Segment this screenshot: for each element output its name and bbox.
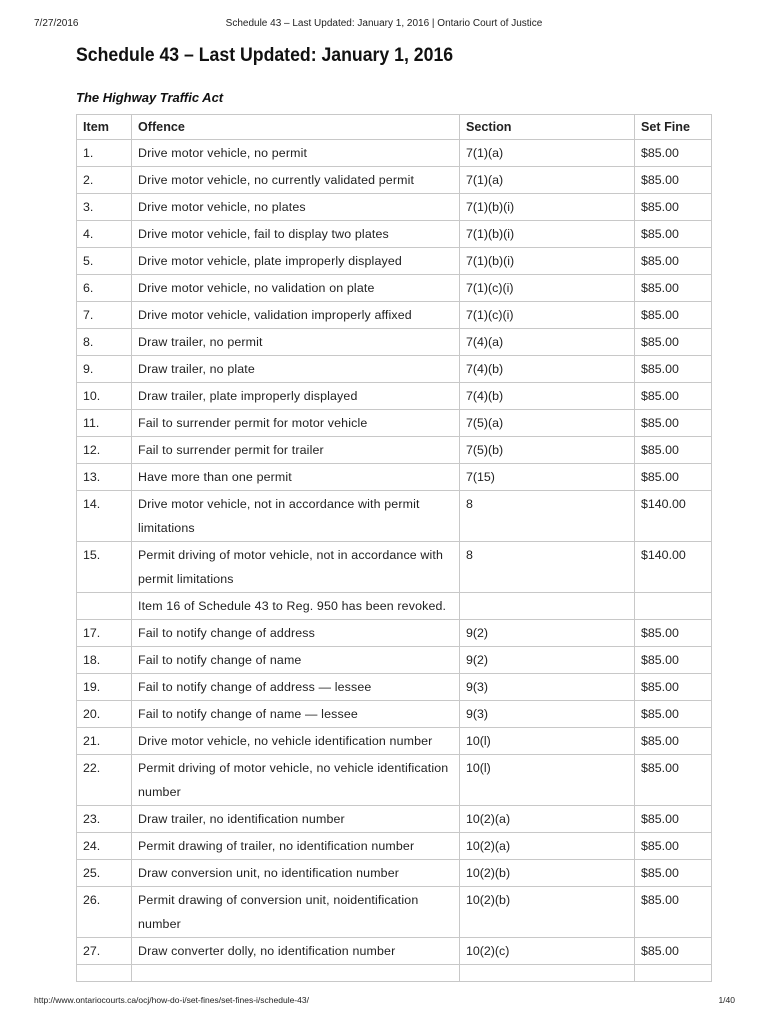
cell-section: 9(3) bbox=[460, 674, 635, 701]
cell-offence bbox=[132, 965, 460, 982]
table-body bbox=[77, 140, 712, 982]
cell-set-fine: $85.00 bbox=[635, 833, 712, 860]
cell-section: 7(1)(c)(i) bbox=[460, 275, 635, 302]
table-row bbox=[77, 302, 712, 329]
cell-item: 24. bbox=[77, 833, 132, 860]
cell-offence: Drive motor vehicle, plate improperly displayed bbox=[132, 248, 460, 275]
table-row bbox=[77, 167, 712, 194]
cell-offence: Draw trailer, no permit bbox=[132, 329, 460, 356]
cell-section: 8 bbox=[460, 542, 635, 593]
cell-item: 15. bbox=[77, 542, 132, 593]
cell-section: 7(1)(b)(i) bbox=[460, 248, 635, 275]
set-fines-table bbox=[76, 114, 712, 982]
cell-item bbox=[77, 965, 132, 982]
table-row bbox=[77, 887, 712, 938]
cell-set-fine: $85.00 bbox=[635, 302, 712, 329]
cell-offence: Permit drawing of conversion unit, noidentification number bbox=[132, 887, 460, 938]
table-row bbox=[77, 728, 712, 755]
cell-offence: Drive motor vehicle, no vehicle identification number bbox=[132, 728, 460, 755]
cell-set-fine: $85.00 bbox=[635, 701, 712, 728]
cell-set-fine: $85.00 bbox=[635, 887, 712, 938]
cell-set-fine: $85.00 bbox=[635, 755, 712, 806]
cell-section: 7(5)(b) bbox=[460, 437, 635, 464]
table-row bbox=[77, 464, 712, 491]
cell-section: 8 bbox=[460, 491, 635, 542]
cell-item: 26. bbox=[77, 887, 132, 938]
cell-section: 7(1)(b)(i) bbox=[460, 194, 635, 221]
cell-set-fine: $85.00 bbox=[635, 464, 712, 491]
cell-item: 14. bbox=[77, 491, 132, 542]
cell-section: 10(2)(a) bbox=[460, 806, 635, 833]
cell-item: 11. bbox=[77, 410, 132, 437]
table-row bbox=[77, 674, 712, 701]
cell-set-fine: $85.00 bbox=[635, 806, 712, 833]
cell-section bbox=[460, 593, 635, 620]
cell-offence: Item 16 of Schedule 43 to Reg. 950 has been revoked. bbox=[132, 593, 460, 620]
cell-offence: Draw trailer, no identification number bbox=[132, 806, 460, 833]
page-title: Schedule 43 – Last Updated: January 1, 2016 bbox=[76, 45, 454, 66]
cell-offence: Drive motor vehicle, no currently validated permit bbox=[132, 167, 460, 194]
cell-offence: Draw trailer, plate improperly displayed bbox=[132, 383, 460, 410]
cell-item: 5. bbox=[77, 248, 132, 275]
cell-offence: Fail to surrender permit for motor vehicle bbox=[132, 410, 460, 437]
act-subtitle: The Highway Traffic Act bbox=[76, 90, 224, 105]
table-row bbox=[77, 140, 712, 167]
cell-item: 25. bbox=[77, 860, 132, 887]
table-row bbox=[77, 965, 712, 982]
header-offence: Offence bbox=[132, 115, 460, 140]
cell-offence: Have more than one permit bbox=[132, 464, 460, 491]
table-row bbox=[77, 806, 712, 833]
cell-section: 7(4)(a) bbox=[460, 329, 635, 356]
cell-section: 7(1)(c)(i) bbox=[460, 302, 635, 329]
cell-item: 20. bbox=[77, 701, 132, 728]
print-date: 7/27/2016 bbox=[34, 18, 79, 29]
cell-item: 27. bbox=[77, 938, 132, 965]
cell-set-fine: $85.00 bbox=[635, 140, 712, 167]
cell-offence: Draw trailer, no plate bbox=[132, 356, 460, 383]
cell-section: 7(4)(b) bbox=[460, 356, 635, 383]
cell-set-fine: $85.00 bbox=[635, 167, 712, 194]
cell-section: 10(2)(c) bbox=[460, 938, 635, 965]
cell-set-fine: $140.00 bbox=[635, 542, 712, 593]
cell-set-fine: $85.00 bbox=[635, 674, 712, 701]
cell-section: 7(4)(b) bbox=[460, 383, 635, 410]
cell-set-fine: $85.00 bbox=[635, 275, 712, 302]
cell-set-fine: $85.00 bbox=[635, 860, 712, 887]
cell-offence: Fail to notify change of name — lessee bbox=[132, 701, 460, 728]
cell-set-fine: $85.00 bbox=[635, 221, 712, 248]
cell-item: 19. bbox=[77, 674, 132, 701]
table-header-row bbox=[77, 115, 712, 140]
cell-offence: Fail to notify change of address — lessee bbox=[132, 674, 460, 701]
cell-offence: Permit driving of motor vehicle, not in accordance with permit limitations bbox=[132, 542, 460, 593]
cell-section: 9(2) bbox=[460, 647, 635, 674]
header-section: Section bbox=[460, 115, 635, 140]
table-row bbox=[77, 437, 712, 464]
cell-item: 8. bbox=[77, 329, 132, 356]
cell-offence: Fail to notify change of address bbox=[132, 620, 460, 647]
cell-item: 13. bbox=[77, 464, 132, 491]
cell-item: 10. bbox=[77, 383, 132, 410]
cell-section: 7(5)(a) bbox=[460, 410, 635, 437]
cell-offence: Permit drawing of trailer, no identification number bbox=[132, 833, 460, 860]
cell-set-fine: $85.00 bbox=[635, 356, 712, 383]
cell-set-fine: $85.00 bbox=[635, 437, 712, 464]
table-row bbox=[77, 383, 712, 410]
cell-section: 10(l) bbox=[460, 728, 635, 755]
cell-offence: Drive motor vehicle, validation improperly affixed bbox=[132, 302, 460, 329]
table-row bbox=[77, 356, 712, 383]
table-row bbox=[77, 938, 712, 965]
table-row bbox=[77, 194, 712, 221]
cell-section: 7(1)(a) bbox=[460, 167, 635, 194]
cell-offence: Permit driving of motor vehicle, no vehicle identification number bbox=[132, 755, 460, 806]
header-set-fine: Set Fine bbox=[635, 115, 712, 140]
cell-offence: Draw conversion unit, no identification number bbox=[132, 860, 460, 887]
cell-offence: Fail to notify change of name bbox=[132, 647, 460, 674]
page-url: http://www.ontariocourts.ca/ocj/how-do-i/set-fines/set-fines-i/schedule-43/ bbox=[34, 995, 309, 1005]
cell-offence: Drive motor vehicle, no validation on plate bbox=[132, 275, 460, 302]
cell-item: 21. bbox=[77, 728, 132, 755]
cell-set-fine: $85.00 bbox=[635, 410, 712, 437]
cell-set-fine: $85.00 bbox=[635, 383, 712, 410]
print-header bbox=[0, 18, 768, 32]
cell-section: 10(2)(b) bbox=[460, 887, 635, 938]
cell-offence: Drive motor vehicle, fail to display two plates bbox=[132, 221, 460, 248]
cell-item: 17. bbox=[77, 620, 132, 647]
cell-section: 7(15) bbox=[460, 464, 635, 491]
cell-item: 22. bbox=[77, 755, 132, 806]
cell-set-fine: $85.00 bbox=[635, 194, 712, 221]
table-row bbox=[77, 620, 712, 647]
cell-section: 10(l) bbox=[460, 755, 635, 806]
cell-set-fine: $85.00 bbox=[635, 938, 712, 965]
table-row bbox=[77, 275, 712, 302]
cell-item bbox=[77, 593, 132, 620]
cell-offence: Fail to surrender permit for trailer bbox=[132, 437, 460, 464]
cell-section bbox=[460, 965, 635, 982]
cell-item: 3. bbox=[77, 194, 132, 221]
cell-section: 10(2)(b) bbox=[460, 860, 635, 887]
cell-item: 7. bbox=[77, 302, 132, 329]
page-number: 1/40 bbox=[718, 995, 735, 1005]
cell-item: 4. bbox=[77, 221, 132, 248]
cell-set-fine bbox=[635, 593, 712, 620]
cell-section: 10(2)(a) bbox=[460, 833, 635, 860]
table-row bbox=[77, 329, 712, 356]
cell-offence: Draw converter dolly, no identification number bbox=[132, 938, 460, 965]
table-row bbox=[77, 221, 712, 248]
cell-item: 23. bbox=[77, 806, 132, 833]
table-row bbox=[77, 833, 712, 860]
cell-offence: Drive motor vehicle, no plates bbox=[132, 194, 460, 221]
cell-item: 6. bbox=[77, 275, 132, 302]
cell-item: 18. bbox=[77, 647, 132, 674]
cell-offence: Drive motor vehicle, not in accordance with permit limitations bbox=[132, 491, 460, 542]
cell-offence: Drive motor vehicle, no permit bbox=[132, 140, 460, 167]
cell-item: 2. bbox=[77, 167, 132, 194]
cell-set-fine: $85.00 bbox=[635, 620, 712, 647]
cell-set-fine: $85.00 bbox=[635, 248, 712, 275]
table-row bbox=[77, 647, 712, 674]
cell-section: 9(3) bbox=[460, 701, 635, 728]
cell-section: 7(1)(a) bbox=[460, 140, 635, 167]
print-footer bbox=[0, 995, 768, 1007]
cell-section: 7(1)(b)(i) bbox=[460, 221, 635, 248]
cell-set-fine bbox=[635, 965, 712, 982]
table-row bbox=[77, 755, 712, 806]
table-row bbox=[77, 248, 712, 275]
table-row bbox=[77, 701, 712, 728]
print-document-title: Schedule 43 – Last Updated: January 1, 2016 | Ontario Court of Justice bbox=[225, 18, 543, 29]
table-row bbox=[77, 593, 712, 620]
cell-item: 12. bbox=[77, 437, 132, 464]
table-row bbox=[77, 860, 712, 887]
table-row bbox=[77, 542, 712, 593]
cell-set-fine: $140.00 bbox=[635, 491, 712, 542]
cell-set-fine: $85.00 bbox=[635, 728, 712, 755]
header-item: Item bbox=[77, 115, 132, 140]
cell-set-fine: $85.00 bbox=[635, 647, 712, 674]
cell-section: 9(2) bbox=[460, 620, 635, 647]
cell-item: 1. bbox=[77, 140, 132, 167]
cell-item: 9. bbox=[77, 356, 132, 383]
table-row bbox=[77, 491, 712, 542]
table-row bbox=[77, 410, 712, 437]
cell-set-fine: $85.00 bbox=[635, 329, 712, 356]
